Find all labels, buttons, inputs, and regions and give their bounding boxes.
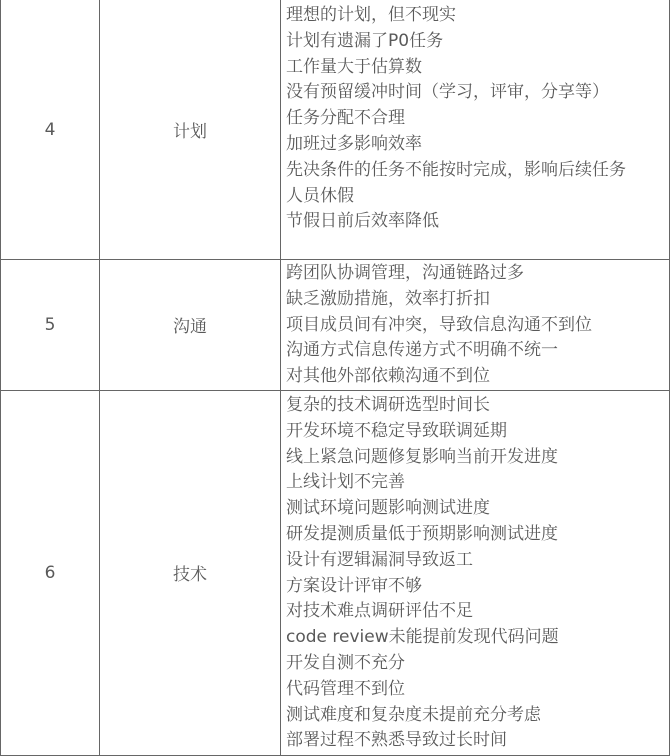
table-row [1,260,670,391]
row-number: 5 [1,260,100,391]
risk-item: 工作量大于估算数 [286,56,422,77]
risk-item: 方案设计评审不够 [286,575,422,596]
risk-item: 先决条件的任务不能按时完成，影响后续任务 [286,159,626,180]
risk-items-cell [281,0,670,260]
risk-item: 任务分配不合理 [286,108,405,129]
risk-item: code review未能提前发现代码问题 [286,627,559,648]
risk-item: 线上紧急问题修复影响当前开发进度 [286,446,558,467]
risk-item: 对技术难点调研评估不足 [286,601,473,622]
risk-items-cell [281,260,670,391]
risk-item: 沟通方式信息传递方式不明确不统一 [286,340,558,361]
risk-category: 计划 [100,0,281,260]
risk-item: 计划有遗漏了P0任务 [286,30,444,51]
risk-item: 代码管理不到位 [286,678,405,699]
risk-item: 测试难度和复杂度未提前充分考虑 [286,704,541,725]
table-row [1,0,670,260]
risk-item: 研发提测质量低于预期影响测试进度 [286,523,558,544]
risk-item: 节假日前后效率降低 [286,211,439,232]
risk-item: 开发自测不充分 [286,652,405,673]
table-row [1,390,670,755]
risk-item: 测试环境问题影响测试进度 [286,498,490,519]
risk-item: 开发环境不稳定导致联调延期 [286,420,507,441]
risk-item: 复杂的技术调研选型时间长 [286,394,490,415]
row-number: 4 [1,0,100,260]
risk-item: 设计有逻辑漏洞导致返工 [286,549,473,570]
risk-item: 人员休假 [286,185,354,206]
risk-item: 项目成员间有冲突，导致信息沟通不到位 [286,314,592,335]
risk-category: 技术 [100,390,281,755]
risk-item: 缺乏激励措施，效率打折扣 [286,288,490,309]
risk-item: 上线计划不完善 [286,472,405,493]
risk-item: 对其他外部依赖沟通不到位 [286,366,490,387]
risk-items-cell [281,390,670,755]
risk-item: 没有预留缓冲时间（学习，评审，分享等） [286,82,609,103]
risk-item: 跨团队协调管理，沟通链路过多 [286,263,524,283]
row-number: 6 [1,390,100,755]
risk-item: 理想的计划，但不现实 [286,5,456,25]
risk-item: 部署过程不熟悉导致过长时间 [286,730,507,751]
table-body [1,0,670,755]
risk-item: 加班过多影响效率 [286,133,422,154]
risk-category: 沟通 [100,260,281,391]
